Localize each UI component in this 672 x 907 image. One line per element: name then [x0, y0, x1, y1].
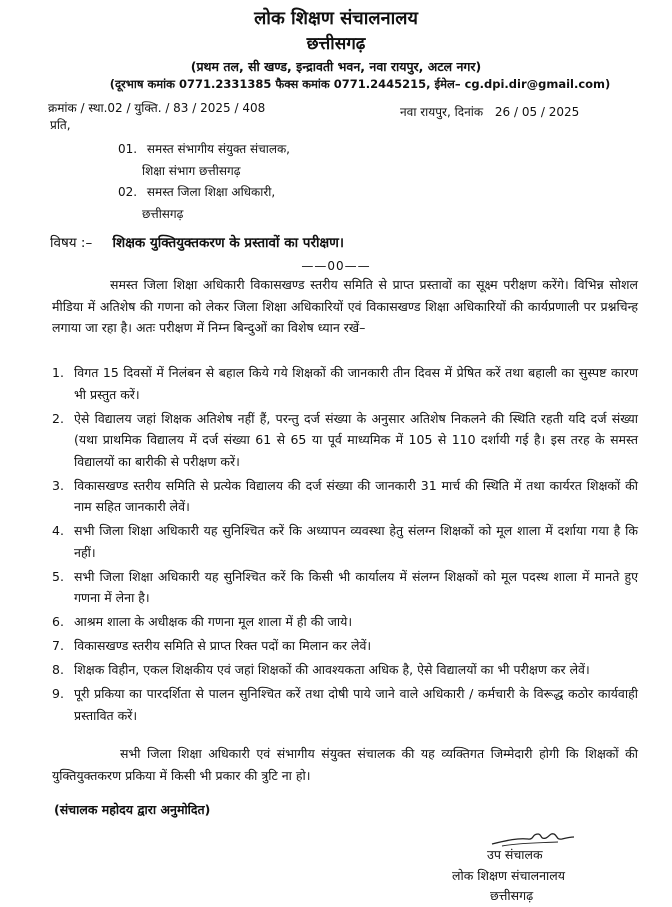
list-item-number: 6.	[52, 614, 64, 629]
subject-line	[50, 233, 344, 251]
list-item-text: आश्रम शाला के अधीक्षक की गणना मूल शाला में ही की जाये।	[74, 614, 353, 629]
closing-paragraph: सभी जिला शिक्षा अधिकारी एवं संभागीय संयुक्त संचालक की यह व्यक्तिगत जिम्मेदारी होगी कि शिक्षकों की युक्तियुक्तकरण प्रकिया में किसी भी प्रकार की त्रुटि ना हो।	[52, 746, 638, 783]
list-item-text: पूरी प्रकिया का पारदर्शिता से पालन सुनिश्चित करें तथा दोषी पाये जाने वाले अधिकारी / कर्मचारी के विरूद्ध कठोर कार्यवाही प्रस्तावित करें।	[74, 686, 638, 723]
list-item	[52, 683, 638, 726]
office-address: (प्रथम तल, सी खण्ड, इन्द्रावती भवन, नवा रायपुर, अटल नगर)	[190, 59, 482, 74]
addressee-item-cont	[118, 204, 290, 226]
subject-label: विषय :–	[50, 235, 93, 251]
letter-number: क्रमांक / स्था.02 / युक्ति. / 83 / 2025 / 408	[48, 101, 266, 115]
instruction-list	[52, 362, 638, 729]
list-item-text: विकासखण्ड स्तरीय समिति से प्रत्येक विद्यालय की दर्ज संख्या की जानकारी 31 मार्च की स्थिति में तथा कार्यरत शिक्षकों की नाम सहित जानकारी लेवें।	[74, 477, 638, 514]
list-item	[52, 475, 638, 518]
addressee-number: 02.	[118, 185, 138, 199]
list-item-text: विगत 15 दिवसों में निलंबन से बहाल किये गये शिक्षकों की जानकारी तीन दिवस में प्रेषित करें तथा बहाली का सुस्पष्ट कारण भी प्रस्तुत करें।	[74, 365, 638, 402]
state-heading: छत्तीसगढ़	[306, 34, 366, 54]
list-item-text: सभी जिला शिक्षा अधिकारी यह सुनिश्चित करें कि अध्यापन व्यवस्था हेतु संलग्न शिक्षकों को मूल शाला में दर्शाया गया है कि नहीं।	[74, 523, 638, 560]
addressee-item	[118, 182, 290, 204]
intro-paragraph: समस्त जिला शिक्षा अधिकारी विकासखण्ड स्तरीय समिति से प्राप्त प्रस्तावों का सूक्ष्म परीक्षण करेंगे। विभिन्न सोशल मीडिया में अतिशेष की गणना को लेकर जिला शिक्षा अधिकारियों एवं विकासखण्ड शिक्षा अधिकारियों की कार्यप्रणाली पर प्रश्नचिन्ह लगाया जा रहा है। अतः परीक्षण में निम्न बिन्दुओं का विशेष ध्यान रखें–	[52, 277, 638, 335]
list-item	[52, 659, 638, 681]
list-item	[52, 635, 638, 657]
approval-note: (संचालक महोदय द्वारा अनुमोदित)	[54, 802, 211, 817]
list-item	[52, 520, 638, 563]
addressee-line: छत्तीसगढ़	[142, 206, 184, 221]
addressee-item-cont	[118, 161, 290, 183]
list-item-number: 8.	[52, 662, 64, 677]
addressee-line: समस्त जिला शिक्षा अधिकारी,	[146, 185, 276, 199]
signatory-state: छत्तीसगढ़	[490, 888, 534, 903]
signatory-designation: उप संचालक	[487, 847, 543, 862]
list-item	[52, 611, 638, 633]
place-date	[400, 103, 579, 120]
list-item	[52, 362, 638, 405]
addressee-item	[118, 139, 290, 161]
list-item-number: 1.	[52, 365, 64, 380]
list-item-number: 2.	[52, 410, 64, 426]
list-item-text: सभी जिला शिक्षा अधिकारी यह सुनिश्चित करें कि किसी भी कार्यालय में संलग्न शिक्षकों को मूल पदस्थ शाला में मानते हुए गणना में लेना है।	[74, 568, 638, 605]
addressee-number: 01.	[118, 142, 138, 156]
signatory-office: लोक शिक्षण संचालनालय	[452, 868, 565, 883]
place-date-label: नवा रायपुर, दिनांक	[400, 105, 484, 119]
letter-date: 26 / 05 / 2025	[494, 105, 580, 119]
org-name-heading: लोक शिक्षण संचालनालय	[254, 8, 418, 29]
list-item	[52, 408, 638, 473]
addressee-line: समस्त संभागीय संयुक्त संचालक,	[146, 142, 290, 156]
list-item-text: शिक्षक विहीन, एकल शिक्षकीय एवं जहां शिक्षकों की आवश्यकता अधिक है, ऐसे विद्यालयों का भी परीक्षण कर लेवें।	[74, 662, 590, 677]
list-item-number: 3.	[52, 477, 64, 493]
addressee-line: शिक्षा संभाग छत्तीसगढ़	[142, 163, 241, 178]
to-label: प्रति,	[50, 118, 71, 132]
contact-details: (दूरभाष कमांक 0771.2331385 फैक्स कमांक 0771.2445215, ईमेल– cg.dpi.dir@gmail.com)	[109, 77, 611, 91]
list-item-text: विकासखण्ड स्तरीय समिति से प्राप्त रिक्त पदों का मिलान कर लेवें।	[74, 638, 372, 653]
addressee-list	[118, 139, 290, 225]
list-item-number: 9.	[52, 686, 64, 701]
list-item	[52, 566, 638, 609]
separator: ——00——	[301, 259, 371, 273]
list-item-text: ऐसे विद्यालय जहां शिक्षक अतिशेष नहीं हैं, परन्तु दर्ज संख्या के अनुसार अतिशेष निकलने की स्थिति रहती यदि दर्ज संख्या (यथा प्राथमिक विद्यालय में दर्ज संख्या 61 से 65 या पूर्व माध्यमिक में 105 से 110 दर्शायी गई है। इस तरह के समस्त विद्यालयों का बारीकी से परीक्षण करें।	[74, 410, 638, 469]
list-item-number: 7.	[52, 638, 64, 653]
subject-text: शिक्षक युक्तियुक्तकरण के प्रस्तावों का परीक्षण।	[112, 235, 345, 251]
list-item-number: 4.	[52, 523, 64, 538]
list-item-number: 5.	[52, 568, 64, 584]
